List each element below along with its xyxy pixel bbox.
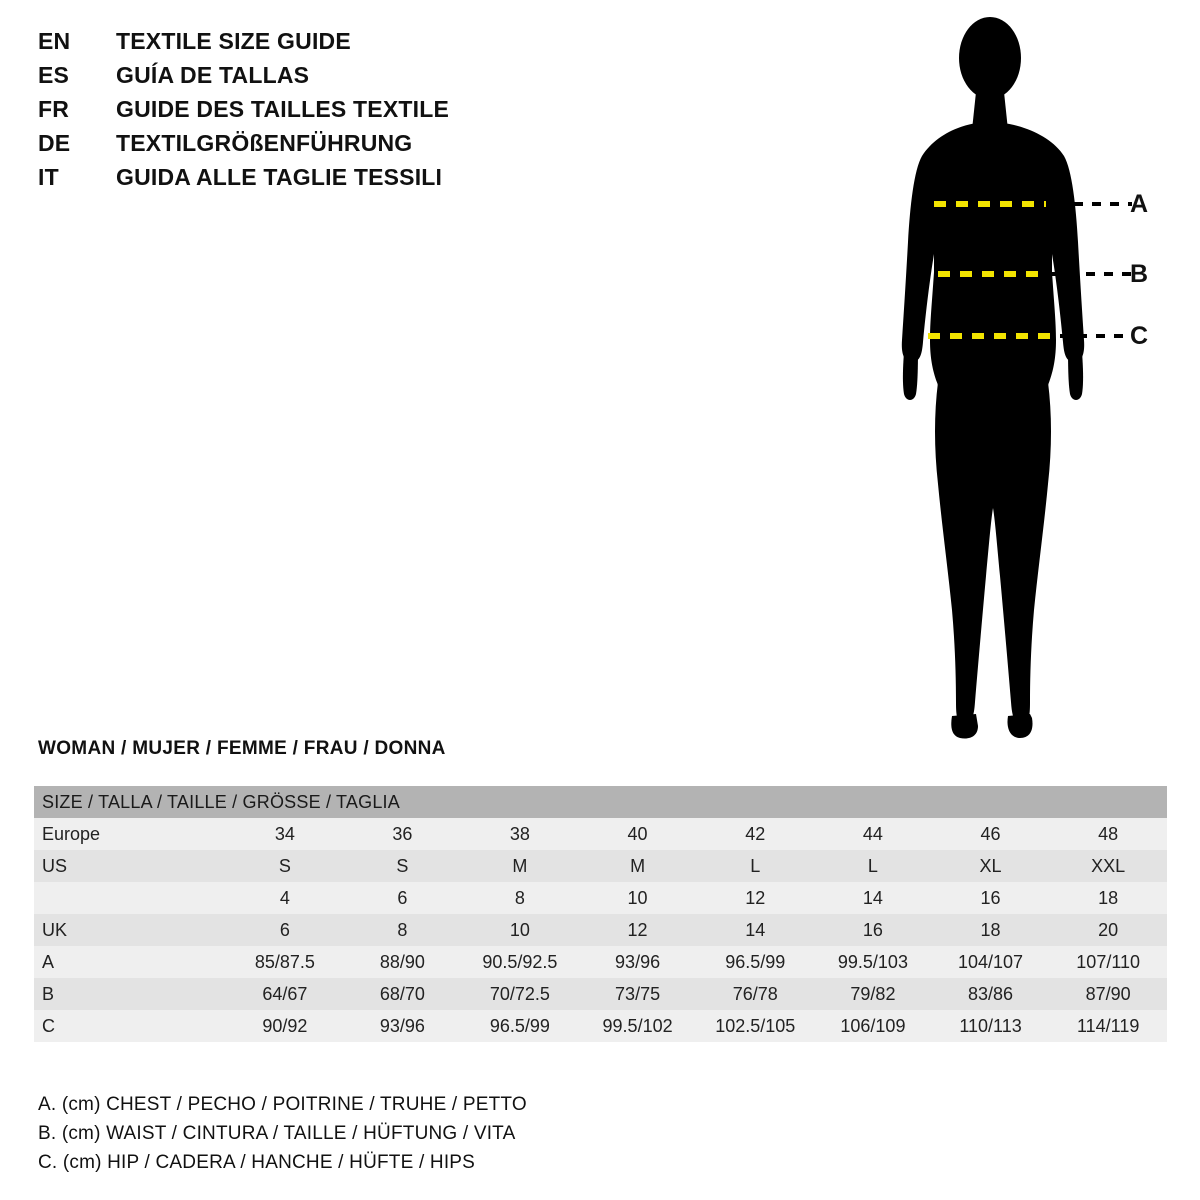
table-row bbox=[34, 818, 1167, 850]
table-header-label: SIZE / TALLA / TAILLE / GRÖSSE / TAGLIA bbox=[34, 786, 1167, 818]
table-cell: 12 bbox=[627, 920, 648, 940]
table-row bbox=[34, 914, 1167, 946]
table-row bbox=[34, 850, 1167, 882]
table-cell: 93/96 bbox=[615, 952, 661, 972]
title-text: TEXTILE SIZE GUIDE bbox=[116, 28, 351, 54]
row-label: C bbox=[42, 1016, 55, 1036]
row-label: US bbox=[42, 856, 68, 876]
table-cell: 96.5/99 bbox=[489, 1016, 550, 1036]
row-label: B bbox=[42, 984, 55, 1004]
language-code: ES bbox=[38, 62, 70, 88]
table-cell: 34 bbox=[274, 824, 295, 844]
table-cell: 18 bbox=[1098, 888, 1119, 908]
table-cell: 8 bbox=[397, 920, 408, 940]
table-cell: 110/113 bbox=[959, 1016, 1022, 1036]
row-label bbox=[34, 882, 226, 914]
table-cell: 96.5/99 bbox=[725, 952, 786, 972]
table-cell: 93/96 bbox=[379, 1016, 425, 1036]
measurement-legend bbox=[38, 1090, 738, 1177]
title-text: GUIDA ALLE TAGLIE TESSILI bbox=[116, 164, 443, 190]
table-cell: 16 bbox=[980, 888, 1001, 908]
legend-line-c: C. (cm) HIP / CADERA / HANCHE / HÜFTE / HIPS bbox=[38, 1152, 476, 1173]
table-cell: 85/87.5 bbox=[254, 952, 315, 972]
table-cell: L bbox=[750, 856, 761, 876]
table-cell: 4 bbox=[279, 888, 290, 908]
title-row bbox=[38, 96, 678, 130]
measure-label-a: A bbox=[1130, 190, 1149, 218]
table-cell: 10 bbox=[627, 888, 648, 908]
table-cell: 114/119 bbox=[1076, 1016, 1140, 1036]
title-row bbox=[38, 62, 678, 96]
table-cell: 16 bbox=[862, 920, 883, 940]
table-cell: 38 bbox=[509, 824, 530, 844]
row-label: A bbox=[42, 952, 55, 972]
table-cell: 90.5/92.5 bbox=[482, 952, 558, 972]
table-body bbox=[34, 818, 1167, 1042]
female-body-figure bbox=[860, 10, 1190, 750]
table-cell: 10 bbox=[509, 920, 530, 940]
table-cell: 20 bbox=[1098, 920, 1119, 940]
table-cell: 99.5/102 bbox=[602, 1016, 673, 1036]
table-cell: 73/75 bbox=[615, 984, 661, 1004]
table-row bbox=[34, 1010, 1167, 1042]
row-label: UK bbox=[42, 920, 68, 940]
legend-line-b: B. (cm) WAIST / CINTURA / TAILLE / HÜFTUNG / VITA bbox=[38, 1123, 516, 1144]
table-cell: 36 bbox=[392, 824, 413, 844]
table-cell: S bbox=[278, 856, 291, 876]
section-caption: WOMAN / MUJER / FEMME / FRAU / DONNA bbox=[38, 738, 446, 759]
table-head bbox=[34, 786, 1167, 818]
table-cell: 70/72.5 bbox=[489, 984, 550, 1004]
legend-line-a: A. (cm) CHEST / PECHO / POITRINE / TRUHE / PETTO bbox=[38, 1094, 527, 1115]
table-cell: 102.5/105 bbox=[715, 1016, 796, 1036]
table-cell: S bbox=[396, 856, 409, 876]
measure-label-b: B bbox=[1130, 260, 1149, 288]
size-table bbox=[34, 786, 1167, 1042]
table-row bbox=[34, 978, 1167, 1010]
table-cell: 42 bbox=[745, 824, 766, 844]
table-cell: XL bbox=[979, 856, 1002, 876]
table-cell: L bbox=[867, 856, 878, 876]
title-text: GUIDE DES TAILLES TEXTILE bbox=[116, 96, 449, 122]
table-cell: 107/110 bbox=[1076, 952, 1141, 972]
measure-label-c: C bbox=[1130, 322, 1149, 350]
table-cell: 48 bbox=[1098, 824, 1119, 844]
language-code: FR bbox=[38, 96, 70, 122]
table-row bbox=[34, 946, 1167, 978]
table-cell: 12 bbox=[745, 888, 766, 908]
table-cell: 14 bbox=[745, 920, 766, 940]
title-row bbox=[38, 28, 678, 62]
table-cell: 104/107 bbox=[958, 952, 1024, 972]
table-cell: 79/82 bbox=[850, 984, 896, 1004]
table-cell: 40 bbox=[627, 824, 648, 844]
table-cell: 76/78 bbox=[732, 984, 778, 1004]
table-cell: 46 bbox=[980, 824, 1001, 844]
table-cell: 87/90 bbox=[1085, 984, 1131, 1004]
language-code: DE bbox=[38, 130, 71, 156]
title-row bbox=[38, 164, 678, 198]
row-label: Europe bbox=[42, 824, 101, 844]
table-row bbox=[34, 882, 1167, 914]
table-cell: 6 bbox=[279, 920, 290, 940]
table-cell: M bbox=[512, 856, 528, 876]
table-cell: M bbox=[630, 856, 646, 876]
female-silhouette-icon bbox=[860, 10, 1190, 750]
table-cell: 106/109 bbox=[840, 1016, 906, 1036]
language-code: EN bbox=[38, 28, 71, 54]
title-text: GUÍA DE TALLAS bbox=[116, 62, 310, 88]
table-cell: 83/86 bbox=[968, 984, 1014, 1004]
table-cell: 18 bbox=[980, 920, 1001, 940]
table-cell: XXL bbox=[1091, 856, 1126, 876]
language-code: IT bbox=[38, 164, 59, 190]
title-row bbox=[38, 130, 678, 164]
title-text: TEXTILGRÖßENFÜHRUNG bbox=[116, 130, 413, 156]
table-cell: 88/90 bbox=[379, 952, 425, 972]
table-cell: 8 bbox=[514, 888, 525, 908]
table-cell: 6 bbox=[397, 888, 408, 908]
table-cell: 14 bbox=[862, 888, 883, 908]
table-cell: 64/67 bbox=[262, 984, 308, 1004]
table-cell: 68/70 bbox=[379, 984, 425, 1004]
title-block bbox=[38, 28, 678, 198]
table-cell: 99.5/103 bbox=[837, 952, 908, 972]
table-header-row bbox=[34, 786, 1167, 818]
table-cell: 90/92 bbox=[262, 1016, 308, 1036]
table-cell: 44 bbox=[862, 824, 883, 844]
